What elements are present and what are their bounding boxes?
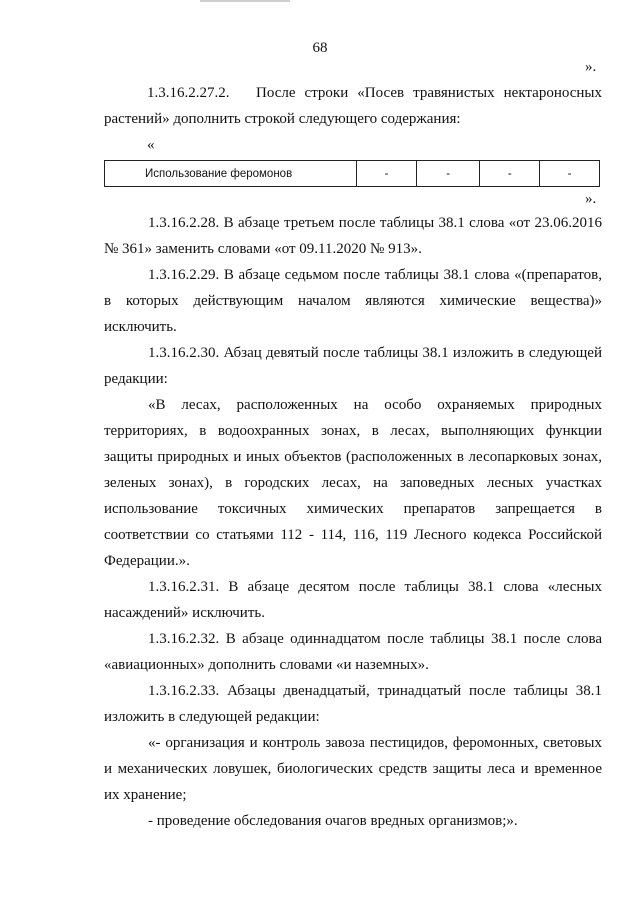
text-line: насаждений» исключить. — [104, 605, 265, 621]
table-cell: - — [357, 161, 417, 187]
text-line: 1.3.16.2.30. Абзац девятый после таблицы 38.1 изложить в следующей — [148, 345, 602, 361]
list-paragraph — [104, 730, 602, 808]
closing-quote-table: ». — [585, 191, 597, 207]
item-text-line1: После строки «Посев травянистых нектароносных — [256, 85, 602, 101]
text-line: 1.3.16.2.32. В абзаце одиннадцатом после таблицы 38.1 после слова — [148, 631, 602, 647]
text-line: 1.3.16.2.31. В абзаце десятом после таблицы 38.1 слова «лесных — [148, 579, 602, 595]
text-line: исключить. — [104, 319, 177, 335]
text-line: Федерации.». — [104, 553, 190, 569]
table-cell-label: Использование феромонов — [105, 161, 357, 187]
paragraph-29 — [104, 262, 602, 340]
table-cell: - — [540, 161, 600, 187]
text-line: их хранение; — [104, 787, 187, 803]
text-line: 1.3.16.2.28. В абзаце третьем после таблицы 38.1 слова «от 23.06.2016 — [148, 215, 602, 231]
table-row — [105, 161, 600, 187]
text-line: «- организация и контроль завоза пестицидов, феромонных, световых — [148, 735, 602, 751]
opening-quote: « — [147, 137, 155, 153]
table-cell: - — [480, 161, 540, 187]
closing-quote: ». — [585, 59, 597, 75]
text-line: «авиационных» дополнить словами «и наземных». — [104, 657, 429, 673]
scan-edge-line — [200, 0, 290, 2]
paragraph-33 — [104, 678, 602, 730]
paragraph-32 — [104, 626, 602, 678]
table-cell: - — [416, 161, 479, 187]
text-line: 1.3.16.2.33. Абзацы двенадцатый, тринадцатый после таблицы 38.1 — [148, 683, 602, 699]
text-line: территориях, в водоохранных зонах, в лесах, выполняющих функции — [104, 423, 602, 439]
text-line: редакции: — [104, 371, 168, 387]
text-line: использование токсичных химических препаратов запрещается в — [104, 501, 602, 517]
paragraph-31 — [104, 574, 602, 626]
text-line: «В лесах, расположенных на особо охраняемых природных — [148, 397, 602, 413]
inserted-table — [104, 160, 600, 187]
paragraph-30 — [104, 340, 602, 392]
paragraph-28 — [104, 210, 602, 262]
text-line: и механических ловушек, биологических средств защиты леса и временное — [104, 761, 602, 777]
text-line: защиты природных и иных объектов (расположенных в лесопарковых зонах, — [104, 449, 602, 465]
last-paragraph — [104, 808, 602, 834]
text-line: в которых действующим началом являются химические вещества)» — [104, 293, 602, 309]
item-number: 1.3.16.2.27.2. — [147, 85, 230, 101]
text-line: изложить в следующей редакции: — [104, 709, 320, 725]
text-line: соответствии со статьями 112 - 114, 116, 119 Лесного кодекса Российской — [104, 527, 602, 543]
text-line: 1.3.16.2.29. В абзаце седьмом после таблицы 38.1 слова «(препаратов, — [148, 267, 602, 283]
page-number: 68 — [312, 40, 328, 56]
item-text-line2: растений» дополнить строкой следующего содержания: — [104, 111, 461, 127]
text-line: зеленых зонах), в городских лесах, на заповедных лесных участках — [104, 475, 602, 491]
quoted-paragraph — [104, 392, 602, 574]
text-line: - проведение обследования очагов вредных организмов;». — [148, 813, 518, 829]
text-line: № 361» заменить словами «от 09.11.2020 № 913». — [104, 241, 422, 257]
